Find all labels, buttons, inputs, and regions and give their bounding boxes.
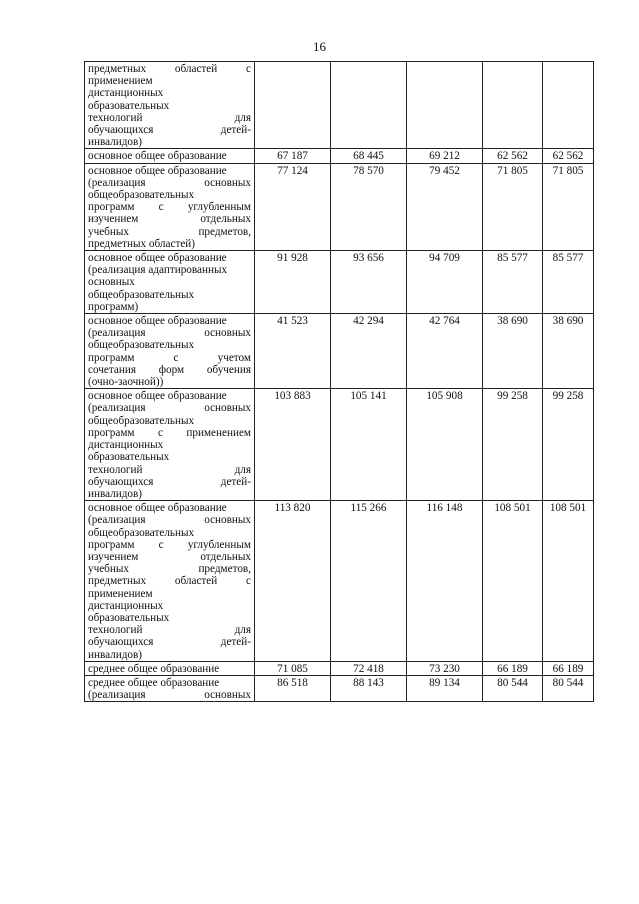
value-cell: 116 148	[407, 501, 483, 662]
value-cell: 88 143	[331, 675, 407, 701]
value-cell: 69 212	[407, 149, 483, 163]
value-cell: 71 805	[483, 163, 543, 250]
table-row	[85, 163, 594, 250]
value-cell: 85 577	[483, 251, 543, 314]
value-cell: 94 709	[407, 251, 483, 314]
row-label-line: образовательных	[88, 99, 170, 112]
value-cell: 103 883	[255, 389, 331, 501]
row-label-line: (очно-заочной))	[88, 376, 164, 389]
value-cell	[331, 62, 407, 149]
value-cell: 68 445	[331, 149, 407, 163]
row-label-line: дистанционных	[88, 439, 164, 452]
value-cell: 79 452	[407, 163, 483, 250]
value-cell: 105 908	[407, 389, 483, 501]
row-label-line: применением	[88, 587, 153, 600]
value-cell: 77 124	[255, 163, 331, 250]
row-label-line: изучением отдельных	[88, 213, 251, 226]
value-cell: 105 141	[331, 389, 407, 501]
value-cell: 91 928	[255, 251, 331, 314]
row-label-line: программ с применением	[88, 426, 251, 439]
value-cell: 73 230	[407, 661, 483, 675]
row-label-line: основное общее образование	[88, 252, 227, 265]
value-cell: 99 258	[543, 389, 594, 501]
value-cell: 67 187	[255, 149, 331, 163]
row-label-line: основное общее образование	[88, 390, 227, 403]
row-label-line: дистанционных	[88, 87, 164, 100]
value-cell: 93 656	[331, 251, 407, 314]
row-label-line: предметных областей)	[88, 237, 196, 250]
value-cell: 62 562	[483, 149, 543, 163]
value-cell: 99 258	[483, 389, 543, 501]
row-label-line: (реализация основных	[88, 327, 251, 340]
row-label-cell	[85, 675, 255, 701]
row-label-line: основных	[88, 276, 135, 289]
row-label-cell	[85, 314, 255, 389]
row-label-line: технологий для	[88, 111, 251, 124]
value-cell: 38 690	[543, 314, 594, 389]
value-cell: 89 134	[407, 675, 483, 701]
row-label-cell	[85, 389, 255, 501]
row-label-line: обучающихся детей-	[88, 124, 251, 137]
row-label-line: предметных областей с	[88, 575, 251, 588]
value-cell: 71 805	[543, 163, 594, 250]
row-label-line: дистанционных	[88, 599, 164, 612]
row-label-line: общеобразовательных	[88, 339, 195, 352]
table-row	[85, 661, 594, 675]
page-number: 16	[313, 39, 326, 54]
row-label-line: основное общее образование	[88, 315, 227, 328]
row-label-cell	[85, 251, 255, 314]
value-cell: 66 189	[483, 661, 543, 675]
value-cell: 108 501	[543, 501, 594, 662]
table-row	[85, 62, 594, 149]
row-label-line: предметных областей с	[88, 63, 251, 75]
row-label-line: образовательных	[88, 611, 170, 624]
row-label-line: общеобразовательных	[88, 189, 195, 202]
row-label-line: (реализация основных	[88, 176, 251, 189]
row-label-line: применением	[88, 75, 153, 88]
row-label-line: учебных предметов,	[88, 225, 251, 238]
row-label-line: общеобразовательных	[88, 414, 195, 427]
value-cell: 80 544	[483, 675, 543, 701]
value-cell	[543, 62, 594, 149]
value-cell: 42 764	[407, 314, 483, 389]
value-cell: 85 577	[543, 251, 594, 314]
row-label-line: (реализация основных	[88, 689, 251, 702]
value-cell: 80 544	[543, 675, 594, 701]
row-label-line: программ с углубленным	[88, 538, 251, 551]
value-cell: 115 266	[331, 501, 407, 662]
value-cell: 113 820	[255, 501, 331, 662]
row-label-line: (реализация адаптированных	[88, 264, 228, 277]
value-cell: 66 189	[543, 661, 594, 675]
row-label-line: программ с учетом	[88, 351, 251, 364]
row-label-line: среднее общее образование	[88, 662, 220, 675]
row-label-line: обучающихся детей-	[88, 636, 251, 649]
row-label-line: учебных предметов,	[88, 563, 251, 576]
value-cell: 41 523	[255, 314, 331, 389]
row-label-line: технологий для	[88, 463, 251, 476]
row-label-line: среднее общее образование	[88, 676, 220, 689]
value-cell: 72 418	[331, 661, 407, 675]
row-label-cell	[85, 163, 255, 250]
value-cell: 62 562	[543, 149, 594, 163]
row-label-line: общеобразовательных	[88, 526, 195, 539]
value-cell	[255, 62, 331, 149]
row-label-line: инвалидов)	[88, 648, 143, 661]
table-body	[85, 62, 594, 702]
row-label-cell	[85, 661, 255, 675]
row-label-line: инвалидов)	[88, 487, 143, 500]
row-label-line: основное общее образование	[88, 164, 227, 177]
table-row	[85, 389, 594, 501]
row-label-line: сочетания форм обучения	[88, 363, 251, 376]
row-label-line: изучением отдельных	[88, 550, 251, 563]
row-label-line: технологий для	[88, 624, 251, 637]
value-cell: 42 294	[331, 314, 407, 389]
row-label-cell	[85, 62, 255, 149]
table-row	[85, 675, 594, 701]
row-label-cell	[85, 149, 255, 163]
value-cell: 71 085	[255, 661, 331, 675]
value-cell	[483, 62, 543, 149]
row-label-line: обучающихся детей-	[88, 475, 251, 488]
value-cell: 78 570	[331, 163, 407, 250]
row-label-line: общеобразовательных	[88, 288, 195, 301]
row-label-line: инвалидов)	[88, 136, 143, 149]
value-cell	[407, 62, 483, 149]
value-cell: 108 501	[483, 501, 543, 662]
table-row	[85, 501, 594, 662]
table-row	[85, 251, 594, 314]
funding-table	[84, 61, 594, 702]
row-label-line: (реализация основных	[88, 402, 251, 415]
row-label-line: основное общее образование	[88, 502, 227, 515]
row-label-cell	[85, 501, 255, 662]
value-cell: 86 518	[255, 675, 331, 701]
row-label-line: программ с углубленным	[88, 201, 251, 214]
row-label-line: (реализация основных	[88, 514, 251, 527]
value-cell: 38 690	[483, 314, 543, 389]
table-row	[85, 149, 594, 163]
row-label-line: основное общее образование	[88, 150, 227, 163]
table-row	[85, 314, 594, 389]
row-label-line: образовательных	[88, 451, 170, 464]
row-label-line: программ)	[88, 300, 139, 313]
